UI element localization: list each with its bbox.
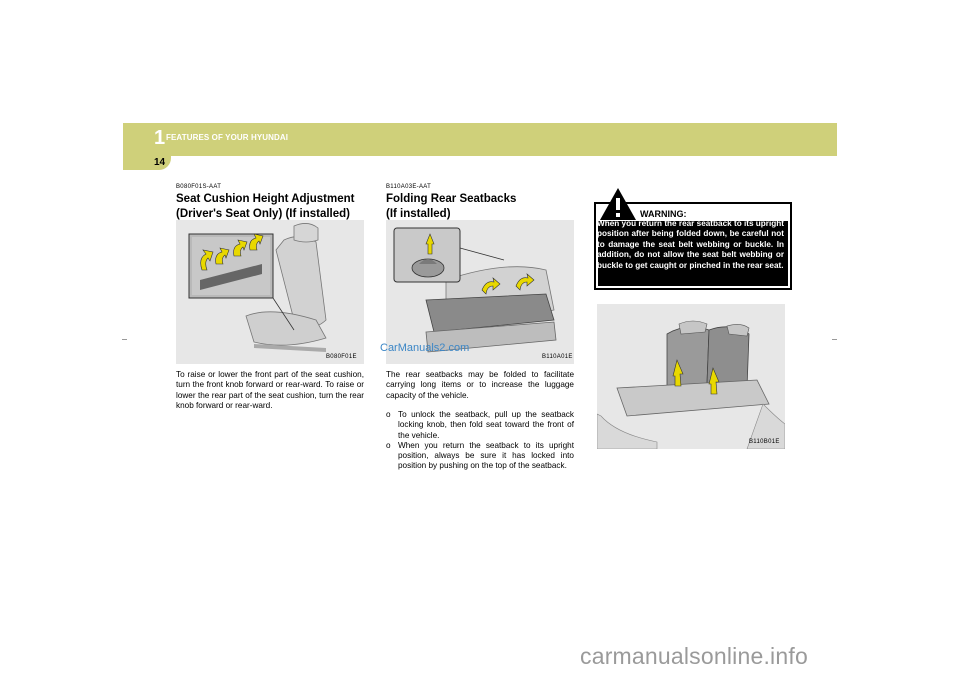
seat-illustration	[176, 220, 364, 364]
page-number: 14	[154, 157, 166, 168]
figure-label: B110A01E	[542, 354, 573, 360]
body-paragraph: The rear seatbacks may be folded to facilitate carrying long items or to increase the luggage capacity of the vehicle.	[386, 370, 574, 400]
list-item-text: When you return the seatback to its upright position, always be sure it has locked into position by pushing on the top of the seatback.	[398, 440, 574, 471]
section-code: B110A03E-AAT	[386, 184, 432, 190]
section-title-line: (If installed)	[386, 208, 451, 220]
list-item	[386, 441, 574, 472]
bullet-marker: o	[386, 440, 391, 450]
bullet-marker: o	[386, 410, 391, 419]
chapter-number: 1	[154, 127, 166, 149]
watermark-carmanuals2: CarManuals2.com	[380, 342, 470, 354]
section-title-line: (Driver's Seat Only) (If installed)	[176, 208, 350, 220]
list-item-text: To unlock the seatback, pull up the seatback locking knob, then fold seat toward the front of the vehicle.	[398, 410, 574, 440]
figure-label: B080F01E	[326, 354, 357, 360]
section-title	[176, 192, 354, 222]
warning-triangle-icon	[598, 186, 638, 222]
section-title-line: Folding Rear Seatbacks	[386, 193, 517, 205]
figure-label: B110B01E	[749, 439, 780, 445]
chapter-title: FEATURES OF YOUR HYUNDAI	[166, 133, 289, 142]
watermark-carmanualsonline: carmanualsonline.info	[580, 643, 808, 669]
body-paragraph: To raise or lower the front part of the seat cushion, turn the front knob forward or rear-ward. To raise or lower the rear part of the seat cushion, turn the rear knob forward or rear-ward.	[176, 370, 364, 410]
section-title	[386, 192, 516, 222]
crop-mark-right	[832, 339, 837, 340]
list-item	[386, 410, 574, 441]
bullet-list	[386, 410, 574, 472]
crop-mark-left	[122, 339, 127, 340]
section-code: B080F01S-AAT	[176, 184, 222, 190]
figure-rear-seatback-upright	[597, 304, 785, 449]
rear-seat-upright-illustration	[597, 304, 785, 449]
warning-text: When you return the rear seatback to its upright position after being folded down, be careful not to damage the seat belt webbing or buckle. In addition, do not allow the seat belt webbing or buckle to get caught or pinched in the rear seat.	[597, 219, 784, 270]
section-title-line: Seat Cushion Height Adjustment	[176, 193, 355, 205]
warning-title: WARNING:	[640, 209, 687, 219]
figure-seat-cushion-adjustment	[176, 220, 364, 364]
